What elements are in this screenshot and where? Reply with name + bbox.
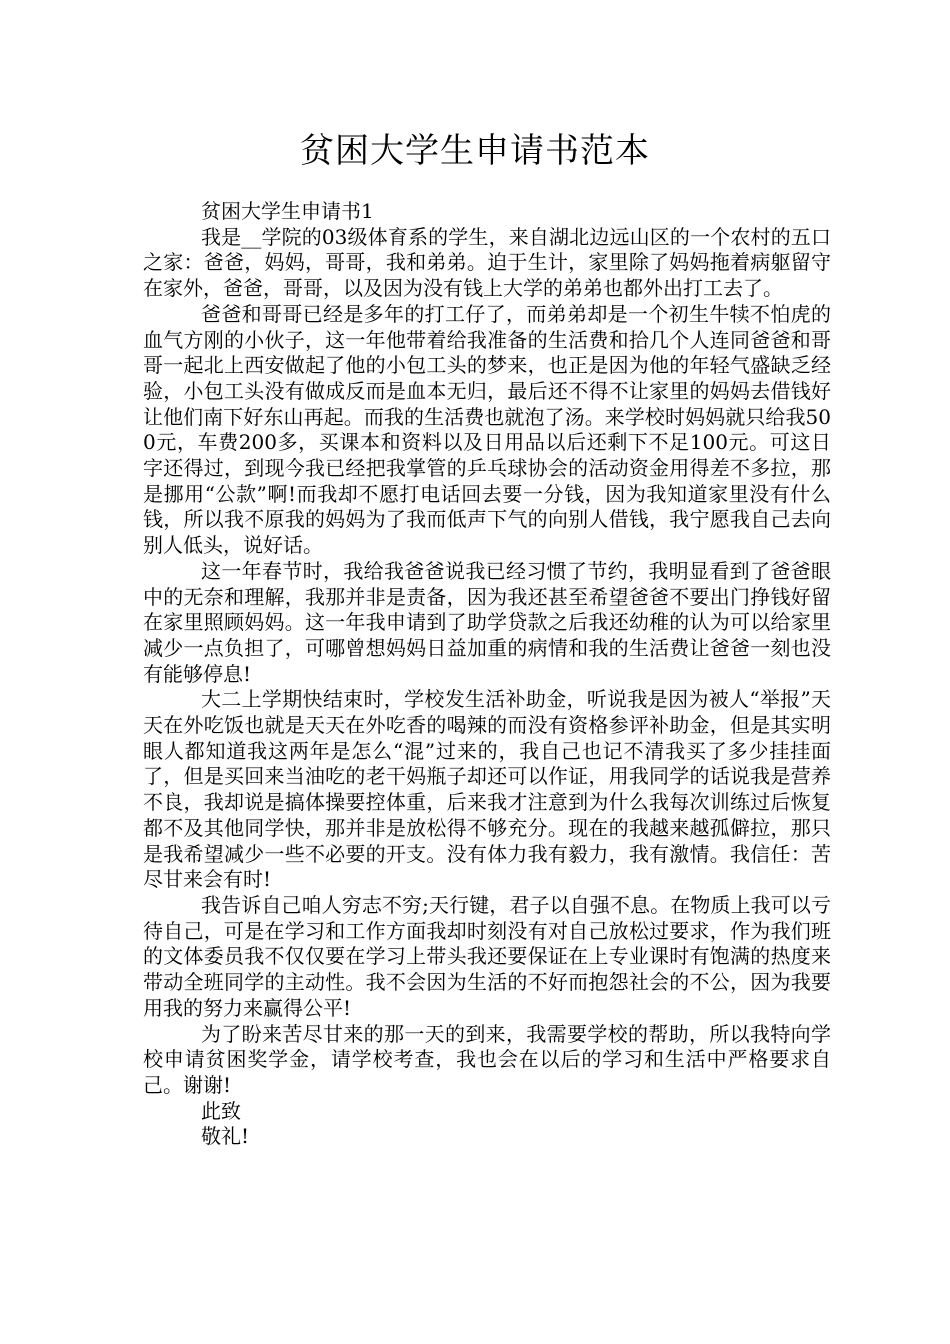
paragraph: 我告诉自己咱人穷志不穷;天行键，君子以自强不息。在物质上我可以亏待自己，可是在学习和工作方面我却时刻没有对自己放松过要求，作为我们班的文体委员我不仅仅要在学习上带头我还要保证在上专业课时有饱满的热度来带动全班同学的主动性。我不会因为生活的不好而抱怨社会的不公，因为我要用我的努力来赢得公平! <box>143 892 831 1020</box>
closing-salutation: 此致 <box>201 1098 241 1123</box>
paragraph: 大二上学期快结束时，学校发生活补助金，听说我是因为被人“举报”天天在外吃饭也就是天天在外吃香的喝辣的而没有资格参评补助金，但是其实明眼人都知道我这两年是怎么“混”过来的，我自己也记不清我买了多少挂挂面了，但是买回来当油吃的老干妈瓶子却还可以作证，用我同学的话说我是营养不良，我却说是搞体操要控体重，后来我才注意到为什么我每次训练过后恢复都不及其他同学快，那并非是放松得不够充分。现在的我越来越孤僻拉，那只是我希望减少一些不必要的开支。没有体力我有毅力，我有激情。我信任：苦尽甘来会有时! <box>143 687 831 892</box>
closing-regards: 敬礼! <box>201 1124 250 1149</box>
paragraph: 爸爸和哥哥已经是多年的打工仔了，而弟弟却是一个初生牛犊不怕虎的血气方刚的小伙子，这一年他带着给我准备的生活费和拾几个人连同爸爸和哥哥一起北上西安做起了他的小包工头的梦来，也正是因为他的年轻气盛缺乏经验，小包工头没有做成反而是血本无归，最后还不得不让家里的妈妈去借钱好让他们南下好东山再起。而我的生活费也就泡了汤。来学校时妈妈就只给我500元，车费200多，买课本和资料以及日用品以后还剩下不足100元。可这日字还得过，到现今我已经把我掌管的乒乓球协会的活动资金用得差不多拉，那是挪用“公款”啊!而我却不愿打电话回去要一分钱，因为我知道家里没有什么钱，所以我不原我的妈妈为了我而低声下气的向别人借钱，我宁愿我自己去向别人低头，说好话。 <box>143 301 831 558</box>
document-body <box>143 199 831 1150</box>
document-subtitle: 贫困大学生申请书1 <box>201 199 374 223</box>
paragraph: 这一年春节时，我给我爸爸说我已经习惯了节约，我明显看到了爸爸眼中的无奈和理解，我那并非是责备，因为我还甚至希望爸爸不要出门挣钱好留在家里照顾妈妈。这一年我申请到了助学贷款之后我还幼稚的认为可以给家里减少一点负担了，可哪曾想妈妈日益加重的病情和我的生活费让爸爸一刻也没有能够停息! <box>143 558 831 686</box>
document-title: 贫困大学生申请书范本 <box>300 131 650 171</box>
paragraph: 为了盼来苦尽甘来的那一天的到来，我需要学校的帮助，所以我特向学校申请贫困奖学金，请学校考查，我也会在以后的学习和生活中严格要求自己。谢谢! <box>143 1021 831 1097</box>
paragraph: 我是__学院的03级体育系的学生，来自湖北边远山区的一个农村的五口之家：爸爸，妈妈，哥哥，我和弟弟。迫于生计，家里除了妈妈拖着病躯留守在家外，爸爸，哥哥，以及因为没有钱上大学的弟弟也都外出打工去了。 <box>143 224 831 301</box>
